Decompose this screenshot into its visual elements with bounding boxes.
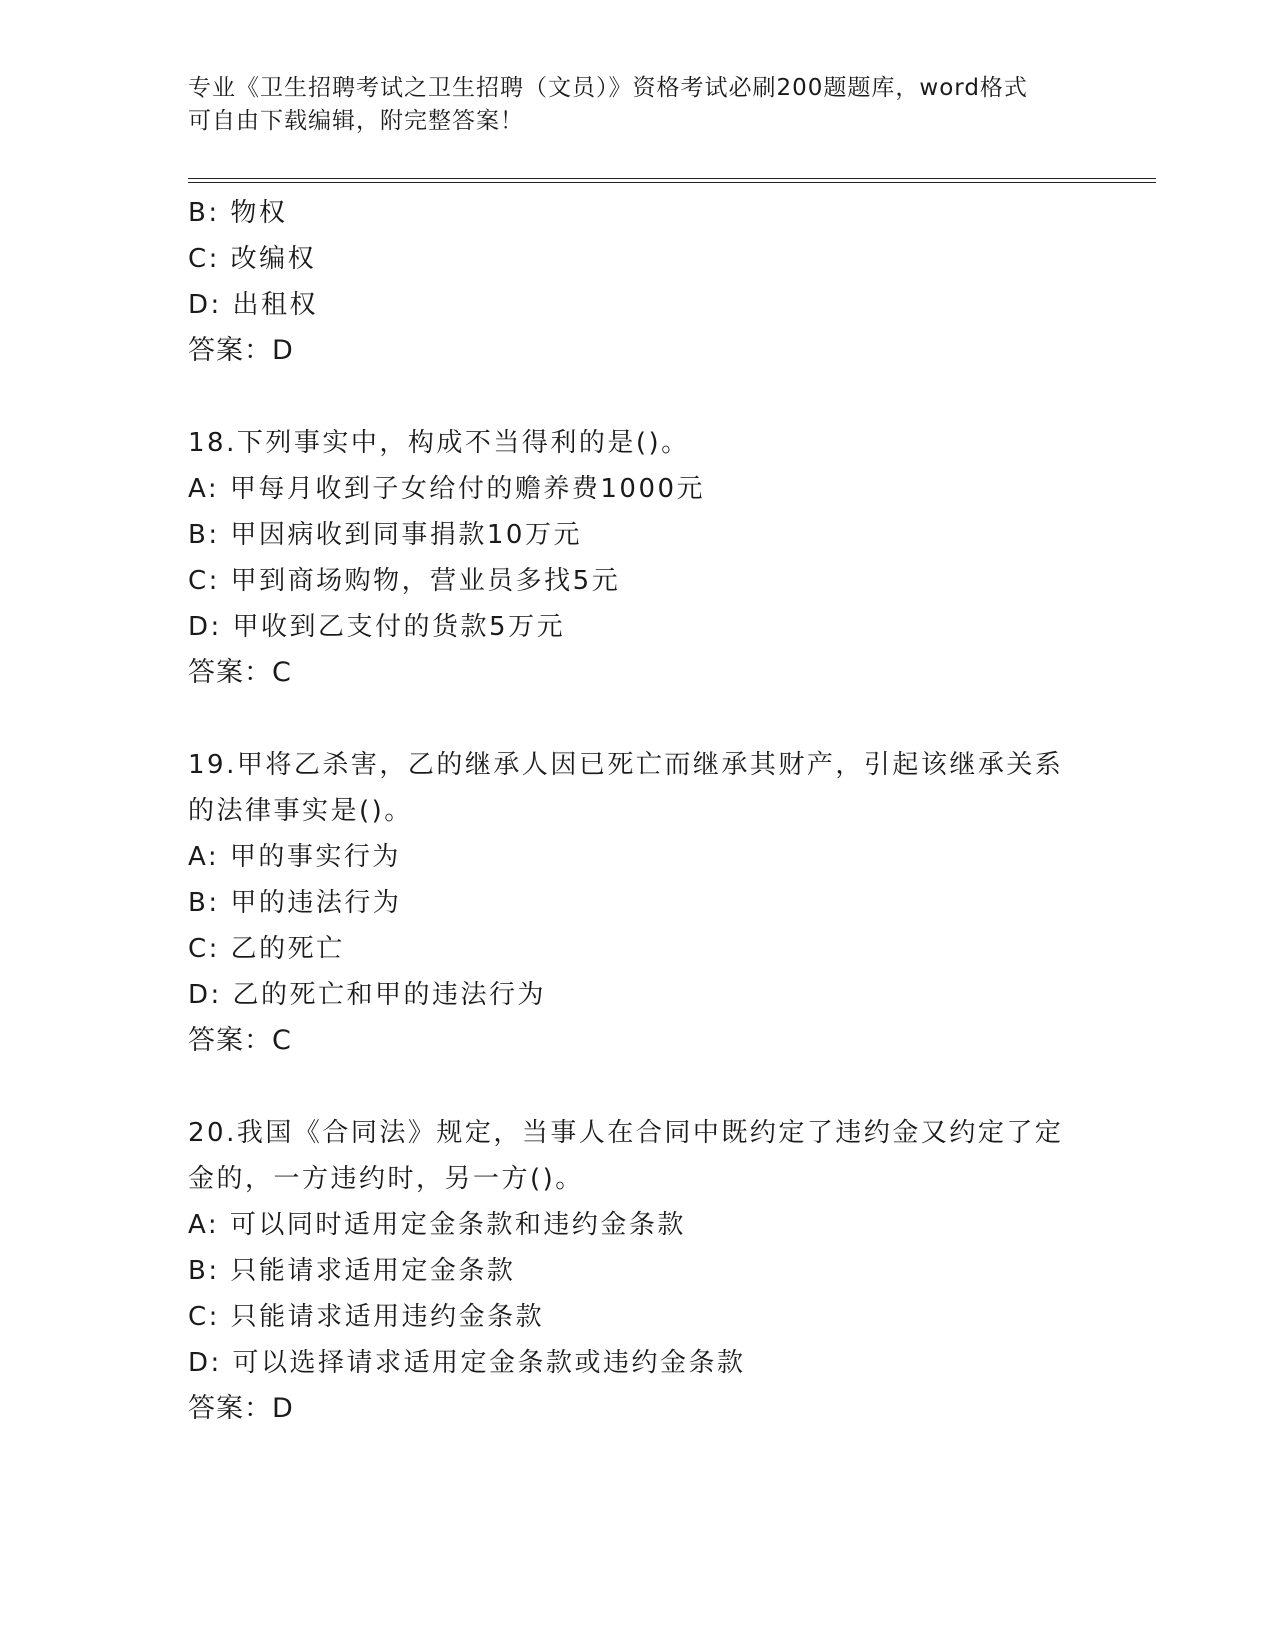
question-19 bbox=[188, 742, 1088, 1064]
question-17-option-b: B: 物权 bbox=[188, 198, 288, 228]
header-title-line-1: 专业《卫生招聘考试之卫生招聘（文员）》资格考试必刷200题题库，word格式 bbox=[188, 75, 1028, 101]
question-20-stem-line-2: 金的，一方违约时，另一方()。 bbox=[188, 1164, 584, 1194]
header-divider bbox=[188, 178, 1156, 183]
spacer bbox=[188, 696, 1088, 742]
question-20-option-a: A: 可以同时适用定金条款和违约金条款 bbox=[188, 1210, 686, 1240]
question-17-option-c: C: 改编权 bbox=[188, 244, 317, 274]
question-18-answer: 答案：C bbox=[188, 657, 292, 688]
question-18-option-b: B: 甲因病收到同事捐款10万元 bbox=[188, 520, 582, 550]
question-20-option-c: C: 只能请求适用违约金条款 bbox=[188, 1302, 545, 1332]
question-19-answer: 答案：C bbox=[188, 1025, 292, 1056]
question-19-stem-line-2: 的法律事实是()。 bbox=[188, 796, 413, 826]
page-header bbox=[188, 72, 1068, 138]
header-title-line-2: 可自由下载编辑，附完整答案！ bbox=[188, 108, 524, 134]
question-19-stem-line-1: 19.甲将乙杀害，乙的继承人因已死亡而继承其财产，引起该继承关系 bbox=[188, 750, 1064, 780]
question-18 bbox=[188, 420, 1088, 696]
question-17-answer: 答案：D bbox=[188, 335, 294, 366]
question-20-option-b: B: 只能请求适用定金条款 bbox=[188, 1256, 516, 1286]
question-17-continuation bbox=[188, 190, 1088, 374]
spacer bbox=[188, 374, 1088, 420]
question-20-option-d: D: 可以选择请求适用定金条款或违约金条款 bbox=[188, 1348, 746, 1378]
question-19-option-a: A: 甲的事实行为 bbox=[188, 842, 401, 872]
question-20 bbox=[188, 1110, 1088, 1432]
question-17-option-d: D: 出租权 bbox=[188, 290, 319, 320]
question-19-option-d: D: 乙的死亡和甲的违法行为 bbox=[188, 980, 547, 1010]
spacer bbox=[188, 1064, 1088, 1110]
question-19-option-b: B: 甲的违法行为 bbox=[188, 888, 402, 918]
question-18-stem: 18.下列事实中，构成不当得利的是()。 bbox=[188, 428, 690, 458]
question-20-stem-line-1: 20.我国《合同法》规定，当事人在合同中既约定了违约金又约定了定 bbox=[188, 1118, 1064, 1148]
question-18-option-d: D: 甲收到乙支付的货款5万元 bbox=[188, 612, 566, 642]
question-content bbox=[188, 190, 1088, 1432]
question-20-answer: 答案：D bbox=[188, 1393, 294, 1424]
question-18-option-c: C: 甲到商场购物，营业员多找5元 bbox=[188, 566, 621, 596]
question-19-option-c: C: 乙的死亡 bbox=[188, 934, 345, 964]
question-18-option-a: A: 甲每月收到子女给付的赡养费1000元 bbox=[188, 474, 706, 504]
